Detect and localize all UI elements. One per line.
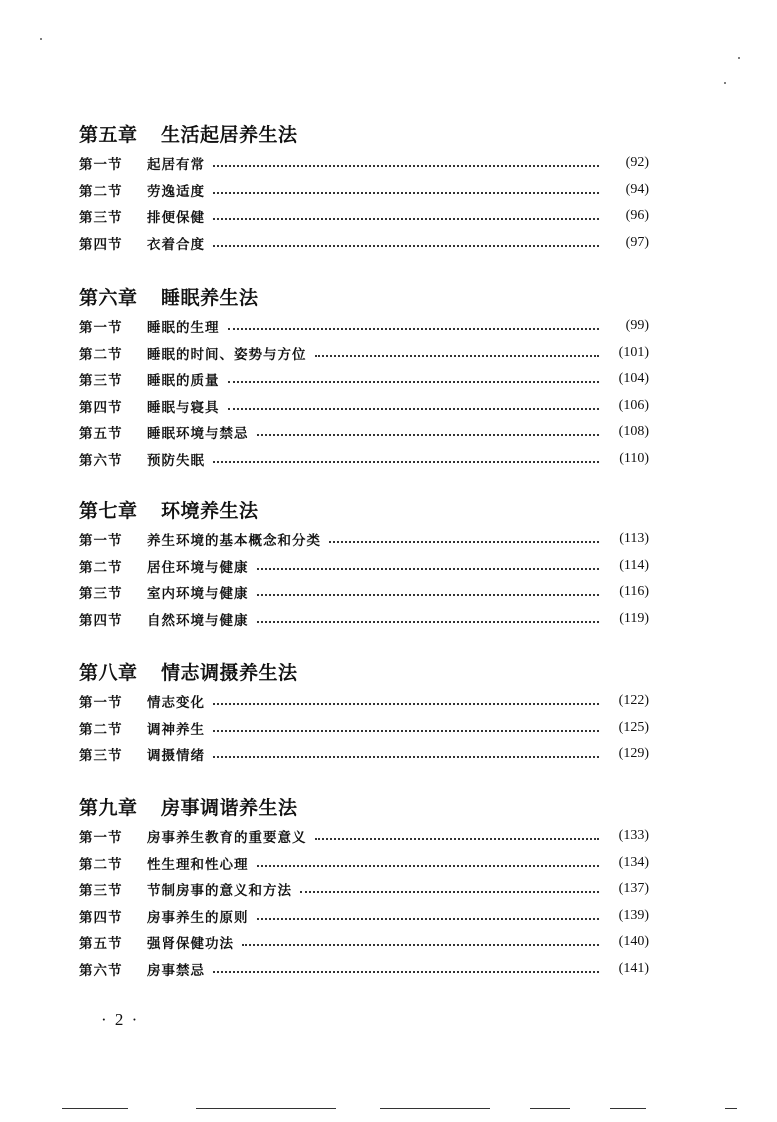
section-number: 第二节 xyxy=(79,721,123,738)
dot-leader xyxy=(257,621,600,623)
page-reference: (94) xyxy=(625,181,649,197)
chapter-5 xyxy=(79,117,649,256)
section-title: 睡眠的时间、姿势与方位 xyxy=(147,346,307,363)
section-title: 居住环境与健康 xyxy=(147,559,249,576)
section-title: 睡眠的生理 xyxy=(147,320,220,337)
toc-entry[interactable] xyxy=(79,823,649,850)
scan-rule xyxy=(610,1108,646,1109)
scan-rule xyxy=(725,1108,737,1109)
section-number: 第二节 xyxy=(79,559,123,576)
section-title: 房事养生的原则 xyxy=(147,909,249,926)
scan-rule xyxy=(62,1108,128,1109)
section-number: 第四节 xyxy=(79,612,123,629)
section-title: 自然环境与健康 xyxy=(147,612,249,629)
page-reference: (137) xyxy=(618,881,649,897)
section-title: 房事养生教育的重要意义 xyxy=(147,830,307,847)
dot-leader xyxy=(329,541,599,543)
section-list xyxy=(79,150,649,256)
dot-leader xyxy=(213,192,599,194)
section-number: 第六节 xyxy=(79,452,123,469)
toc-entry[interactable] xyxy=(79,230,649,257)
chapter-heading xyxy=(79,655,649,685)
dot-leader xyxy=(228,328,600,330)
page-reference: (104) xyxy=(618,371,649,387)
section-title: 情志变化 xyxy=(147,695,205,712)
section-number: 第一节 xyxy=(79,533,123,550)
toc-entry[interactable] xyxy=(79,177,649,204)
chapter-9 xyxy=(79,790,649,982)
section-title: 睡眠的质量 xyxy=(147,373,220,390)
page-reference: (125) xyxy=(618,719,649,735)
chapter-6 xyxy=(79,280,649,472)
dot-leader xyxy=(257,434,600,436)
dot-leader xyxy=(242,944,599,946)
chapter-title: 生活起居养生法 xyxy=(161,124,298,146)
toc-entry[interactable] xyxy=(79,715,649,742)
toc-entry[interactable] xyxy=(79,688,649,715)
toc-entry[interactable] xyxy=(79,903,649,930)
section-number: 第三节 xyxy=(79,586,123,603)
toc-entry[interactable] xyxy=(79,606,649,633)
toc-entry[interactable] xyxy=(79,850,649,877)
dot-leader xyxy=(213,245,599,247)
toc-entry[interactable] xyxy=(79,579,649,606)
section-number: 第四节 xyxy=(79,399,123,416)
scan-speck xyxy=(738,57,740,59)
section-title: 强肾保健功法 xyxy=(147,936,234,953)
toc-entry[interactable] xyxy=(79,313,649,340)
section-number: 第五节 xyxy=(79,426,123,443)
toc-entry[interactable] xyxy=(79,366,649,393)
section-number: 第三节 xyxy=(79,373,123,390)
page-reference: (129) xyxy=(618,746,649,762)
section-title: 起居有常 xyxy=(147,157,205,174)
section-list xyxy=(79,688,649,768)
page-reference: (92) xyxy=(625,155,649,171)
page-reference: (101) xyxy=(618,344,649,360)
page-reference: (106) xyxy=(618,397,649,413)
dot-leader xyxy=(213,218,599,220)
chapter-number: 第七章 xyxy=(79,500,138,522)
chapter-heading xyxy=(79,117,649,147)
section-list xyxy=(79,313,649,472)
section-number: 第一节 xyxy=(79,695,123,712)
section-list xyxy=(79,823,649,982)
dot-leader xyxy=(257,918,600,920)
section-title: 劳逸适度 xyxy=(147,183,205,200)
section-title: 预防失眠 xyxy=(147,452,205,469)
section-number: 第四节 xyxy=(79,909,123,926)
page-reference: (133) xyxy=(618,828,649,844)
section-number: 第三节 xyxy=(79,748,123,765)
page-reference: (141) xyxy=(618,960,649,976)
section-number: 第六节 xyxy=(79,962,123,979)
section-title: 睡眠与寝具 xyxy=(147,399,220,416)
toc-entry[interactable] xyxy=(79,956,649,983)
section-number: 第二节 xyxy=(79,183,123,200)
section-number: 第三节 xyxy=(79,883,123,900)
section-number: 第三节 xyxy=(79,210,123,227)
dot-leader xyxy=(213,703,599,705)
toc-entry[interactable] xyxy=(79,419,649,446)
section-title: 养生环境的基本概念和分类 xyxy=(147,533,321,550)
page-reference: (97) xyxy=(625,234,649,250)
toc-entry[interactable] xyxy=(79,446,649,473)
section-title: 节制房事的意义和方法 xyxy=(147,883,292,900)
chapter-number: 第九章 xyxy=(79,797,138,819)
toc-entry[interactable] xyxy=(79,203,649,230)
page-reference: (134) xyxy=(618,854,649,870)
section-title: 衣着合度 xyxy=(147,236,205,253)
section-title: 房事禁忌 xyxy=(147,962,205,979)
scan-rule xyxy=(380,1108,490,1109)
dot-leader xyxy=(315,355,600,357)
section-number: 第二节 xyxy=(79,856,123,873)
section-number: 第一节 xyxy=(79,320,123,337)
dot-leader xyxy=(257,568,600,570)
page-reference: (119) xyxy=(619,610,649,626)
dot-leader xyxy=(213,461,599,463)
section-title: 性生理和性心理 xyxy=(147,856,249,873)
section-title: 调摄情绪 xyxy=(147,748,205,765)
section-number: 第四节 xyxy=(79,236,123,253)
section-title: 室内环境与健康 xyxy=(147,586,249,603)
chapter-number: 第六章 xyxy=(79,287,138,309)
chapter-number: 第八章 xyxy=(79,662,138,684)
chapter-7 xyxy=(79,493,649,632)
section-title: 调神养生 xyxy=(147,721,205,738)
page-reference: (114) xyxy=(619,557,649,573)
toc-entry[interactable] xyxy=(79,150,649,177)
chapter-title: 环境养生法 xyxy=(161,500,259,522)
page-reference: (140) xyxy=(618,934,649,950)
section-list xyxy=(79,526,649,632)
scan-speck xyxy=(40,38,42,40)
dot-leader xyxy=(213,971,599,973)
section-title: 排便保健 xyxy=(147,210,205,227)
chapter-title: 睡眠养生法 xyxy=(161,287,259,309)
page-reference: (99) xyxy=(625,318,649,334)
scan-rule xyxy=(530,1108,570,1109)
dot-leader xyxy=(315,838,600,840)
dot-leader xyxy=(213,756,599,758)
page-reference: (116) xyxy=(619,584,649,600)
page-reference: (108) xyxy=(618,424,649,440)
dot-leader xyxy=(300,891,599,893)
dot-leader xyxy=(228,381,600,383)
scan-rule xyxy=(196,1108,336,1109)
toc-entry[interactable] xyxy=(79,340,649,367)
dot-leader xyxy=(257,865,600,867)
section-title: 睡眠环境与禁忌 xyxy=(147,426,249,443)
chapter-title: 情志调摄养生法 xyxy=(161,662,298,684)
chapter-number: 第五章 xyxy=(79,124,138,146)
chapter-8 xyxy=(79,655,649,768)
toc-entry[interactable] xyxy=(79,553,649,580)
dot-leader xyxy=(213,165,599,167)
chapter-title: 房事调谐养生法 xyxy=(161,797,298,819)
page-number: · 2 · xyxy=(101,1010,140,1029)
page-reference: (139) xyxy=(618,907,649,923)
page-reference: (96) xyxy=(625,208,649,224)
chapter-heading xyxy=(79,493,649,523)
dot-leader xyxy=(228,408,600,410)
toc-entry[interactable] xyxy=(79,741,649,768)
toc-entry[interactable] xyxy=(79,526,649,553)
toc-entry[interactable] xyxy=(79,929,649,956)
dot-leader xyxy=(257,594,600,596)
page-reference: (113) xyxy=(619,531,649,547)
dot-leader xyxy=(213,730,599,732)
toc-entry[interactable] xyxy=(79,876,649,903)
section-number: 第一节 xyxy=(79,157,123,174)
toc-entry[interactable] xyxy=(79,393,649,420)
chapter-heading xyxy=(79,280,649,310)
section-number: 第一节 xyxy=(79,830,123,847)
scan-speck xyxy=(724,82,726,84)
page-reference: (122) xyxy=(618,693,649,709)
section-number: 第二节 xyxy=(79,346,123,363)
section-number: 第五节 xyxy=(79,936,123,953)
page-reference: (110) xyxy=(619,450,649,466)
chapter-heading xyxy=(79,790,649,820)
